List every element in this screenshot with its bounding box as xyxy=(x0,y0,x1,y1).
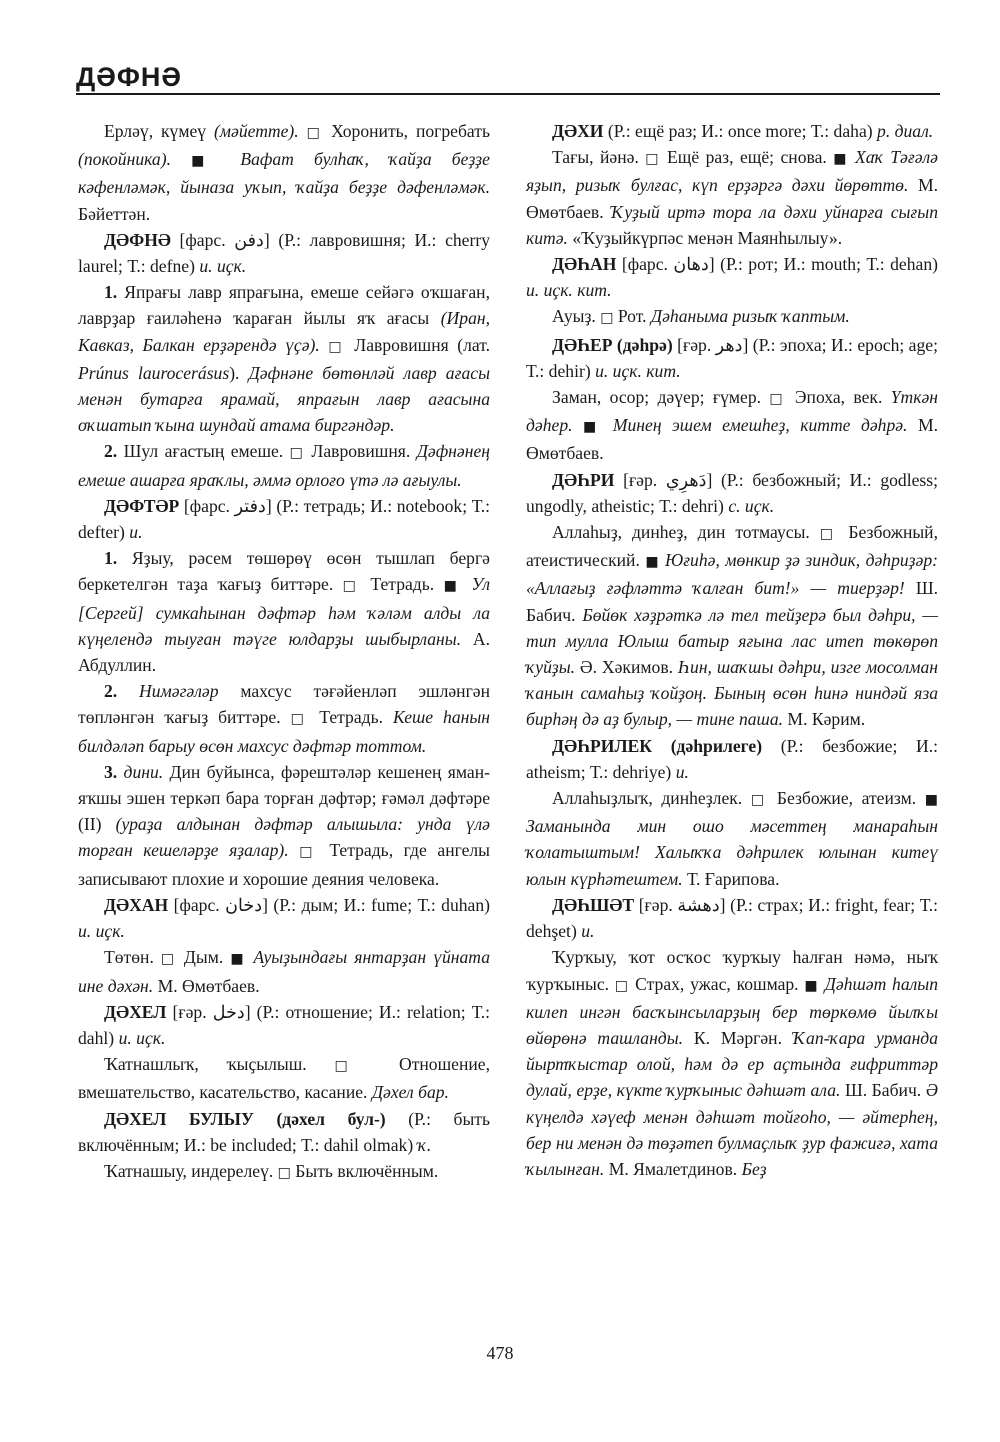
headword: ДӘҺШӘТ xyxy=(552,894,635,915)
entry-headline: ДӘҺЕР (дәһрә) [ғәр. دهر] (Р.: эпоха; И.: epoch; age; Т.: dehir) и. иҫк. кит. xyxy=(526,334,938,381)
filled-square-icon: ■ xyxy=(833,151,849,168)
open-square-icon: □ xyxy=(600,310,614,327)
sense: 1. Япрағы лавр япрағына, емеше сейәгә оҡшаған, лаврҙар ғаиләһенә ҡараған йылы яҡ ағасы (Иран, Кавказ, Балкан ерҙәрендә үҫә). □ Лавровишня (лат. Prúnus laurocerásus). Дәфнәне бөтөнләй лавр ағасы менән бутарға ярамай, япрағын лавр ағасына оҡшатып ҡына шундай атама биргәндәр. xyxy=(78,282,491,436)
filled-square-icon: ■ xyxy=(645,554,660,571)
definition: Заман, осор; дәүер; ғүмер. □ Эпоха, век. Үткән дәһер. ■ Минең эшем емешһеҙ, китте дәһрә. М. Өмөтбаев. xyxy=(526,387,938,464)
headword: ДӘҺАН xyxy=(552,254,617,275)
headword: ДӘФТӘР xyxy=(104,495,180,516)
open-square-icon: □ xyxy=(277,1164,291,1181)
entry-headline: ДӘХЕЛ [ғәр. دخل] (Р.: отношение; И.: relation; Т.: dahl) и. иҫк. xyxy=(78,1001,490,1048)
open-square-icon: □ xyxy=(819,526,839,543)
headword: ДӘХАН xyxy=(104,894,169,915)
definition: Ҡурҡыу, ҡот осҡос ҡурҡыу һалған нәмә, ныҡ ҡурҡыныс. □ Страх, ужас, кошмар. ■ Дәһшәт һалып килеп ингән басҡынсыларҙың бер төркөмө йылҡы өйөрөнә ташланды. К. Мәргән. Ҡап-ҡара урманда йыртҡыстар олой, һәм дә ер аҫтында ғифриттәр дулай, ерҙе, күкте ҡурҡыныс дәһшәт ала. Ш. Бабич. Ә күңелдә хәүеф менән дәһшәт тойғоһо, — әйтерһең, бер ни менән дә төҙәтеп булмаҫлыҡ ҙур фажиғә, хата ҡылынған. М. Ямалетдинов. Беҙ xyxy=(526,947,939,1179)
definition: Тағы, йәнә. □ Ещё раз, ещё; снова. ■ Хаҡ Тәғәлә яҙып, ризыҡ булғас, күп ерҙәргә дәхи йөрөттө. М. Өмөтбаев. Ҡуҙый иртә тора ла дәхи уйнарға сығып китә. «Ҡуҙыйкүрпәс менән Маянһылыу». xyxy=(526,147,938,248)
page-number: 478 xyxy=(486,1343,514,1363)
filled-square-icon: ■ xyxy=(924,792,938,809)
entry-headline: ДӘФНӘ [фарс. دفن] (Р.: лавровишня; И.: cherry laurel; Т.: defne) и. иҫк. xyxy=(78,229,490,277)
entry-headline: ДӘҺРИ [ғәр. دَهرِي] (Р.: безбожный; И.: godless; ungodly, atheistic; Т.: dehri) с. иҫк. xyxy=(526,469,938,516)
headword: ДӘХЕЛ БУЛЫУ xyxy=(104,1108,254,1129)
open-square-icon: □ xyxy=(290,711,310,728)
filled-square-icon: ■ xyxy=(583,419,603,436)
entry-headline: ДӘҺАН [фарс. دهان] (Р.: рот; И.: mouth; Т.: dehan) и. иҫк. кит. xyxy=(526,254,939,301)
entry-headline: ДӘХИ (Р.: ещё раз; И.: once more; Т.: daha) р. диал. xyxy=(552,121,934,141)
headword: ДӘҺЕР xyxy=(552,334,613,355)
sense: 2. Шул ағастың емеше. □ Лавровишня. Дәфнәнең емеше ашарға яраҡлы, әммә орлоғо үтә лә ағыулы. xyxy=(78,441,490,490)
definition: Аллаһыҙ, динһеҙ, дин тотмаусы. □ Безбожный, атеистический. ■ Юғиһә, мөнкир ҙә зиндик, дәһриҙәр: «Аллағыҙ ғәфләттә ҡалған бит!» — тиерҙәр! Ш. Бабич. Бөйөк хәҙрәткә лә тел тейҙерә был дәһри, — тип мулла Юлыш батыр яғына лас итеп төкөрөп ҡуйҙы. Ә. Хәкимов. Һин, шаҡшы дәһри, изге мосолман ҡанын самаһыҙ ҡойҙоң. Бының өсөн һинә ниндәй яза бирһәң дә аҙ булыр, — тине паша. М. Кәрим. xyxy=(526,522,939,730)
headword: ДӘҺРИЛЕК xyxy=(552,735,653,756)
open-square-icon: □ xyxy=(306,125,324,141)
filled-square-icon: ■ xyxy=(191,153,221,170)
filled-square-icon: ■ xyxy=(804,977,819,994)
headword: ДӘХИ xyxy=(552,121,604,141)
sense: 2. Нимәгәләр махсус тәғәйенләп эшләнгән төпләнгән ҡағыҙ биттәре. □ Тетрадь. Кеше һанын билдәләп барыу өсөн махсус дәфтәр тоттом. xyxy=(78,681,491,756)
open-square-icon: □ xyxy=(342,578,361,595)
open-square-icon: □ xyxy=(614,977,630,994)
definition: Ҡатнашлыҡ, ҡыҫылыш. □ Отношение, вмешательство, касательство, касание. Дәхел бар. xyxy=(78,1054,490,1103)
headword: ДӘХЕЛ xyxy=(104,1001,167,1022)
entry-headline: ДӘҺШӘТ [ғәр. دهشة] (Р.: страх; И.: fright, fear; Т.: dehşet) и. xyxy=(526,894,938,942)
sense: 1. Яҙыу, рәсем төшөрөү өсөн тышлап бергә беркетелгән таҙа ҡағыҙ биттәре. □ Тетрадь. ■ Ул [Сергей] сумкаһынан дәфтәр һәм ҡәләм алды ла күңелендә тыуған тәүге юлдарҙы шыбырланы. А. Абдуллин. xyxy=(78,548,490,676)
entry-headline: ДӘХАН [фарс. دخان] (Р.: дым; И.: fume; Т.: duhan) и. иҫк. xyxy=(78,894,490,942)
definition: Аллаһыҙлыҡ, динһеҙлек. □ Безбожие, атеизм. ■ Заманында мин ошо мәсеттең манараһын ҡолатыштым! Халыҡҡа дәһрилек юлынан китеү юлын күрһәтештем. Т. Ғарипова. xyxy=(526,788,938,889)
definition: Төтөн. □ Дым. ■ Ауыҙындағы янтарҙан үйната ине дәхән. М. Өмөтбаев. xyxy=(78,947,490,996)
entry-headline: ДӘХЕЛ БУЛЫУ (дәхел бул-) (Р.: быть включённым; И.: be included; Т.: dahil olmak) ҡ. xyxy=(78,1108,490,1155)
open-square-icon: □ xyxy=(769,391,787,408)
open-square-icon: □ xyxy=(160,951,177,968)
headword: ДӘФНӘ xyxy=(104,229,171,250)
headword: ДӘҺРИ xyxy=(552,469,615,490)
left-column xyxy=(78,118,490,1186)
open-square-icon: □ xyxy=(328,338,346,355)
filled-square-icon: ■ xyxy=(230,951,247,968)
running-head: ДӘФНӘ xyxy=(76,62,182,92)
right-column xyxy=(526,118,938,1182)
header-rule xyxy=(76,93,940,95)
definition: Ауыҙ. □ Рот. Дәһаныма ризыҡ ҡаптым. xyxy=(552,306,850,327)
filled-square-icon: ■ xyxy=(443,578,462,595)
entry-headline: ДӘФТӘР [фарс. دفتر] (Р.: тетрадь; И.: notebook; Т.: defter) и. xyxy=(78,495,490,543)
entry-continuation: Ерләү, күмеү (мәйетте). □ Хоронить, погребать (покойника). ■ Вафат булһаҡ, ҡайҙа беҙҙе кәфенләмәк, йыназа уҡып, ҡайҙа беҙҙе дәфенләмәк. Бәйеттән. xyxy=(78,121,490,224)
open-square-icon: □ xyxy=(645,151,661,168)
open-square-icon: □ xyxy=(299,844,319,861)
open-square-icon: □ xyxy=(289,445,305,462)
open-square-icon: □ xyxy=(334,1058,372,1075)
open-square-icon: □ xyxy=(750,792,769,809)
sense: 3. дини. Дин буйынса, фәрештәләр кешенең яман-яҡшы эшен теркәп бара торған дәфтәр; ғәмәл дәфтәре (II) (ураҙа алдынан дәфтәр алышыла: унда үлә торған кешеләрҙе яҙалар). □ Тетрадь, где ангелы записывают плохие и хорошие деяния человека. xyxy=(78,761,491,889)
entry-headline: ДӘҺРИЛЕК (дәһрилеге) (Р.: безбожие; И.: atheism; Т.: dehriye) и. xyxy=(526,735,938,782)
definition: Ҡатнашыу, индерелеү. □ Быть включённым. xyxy=(104,1160,439,1181)
